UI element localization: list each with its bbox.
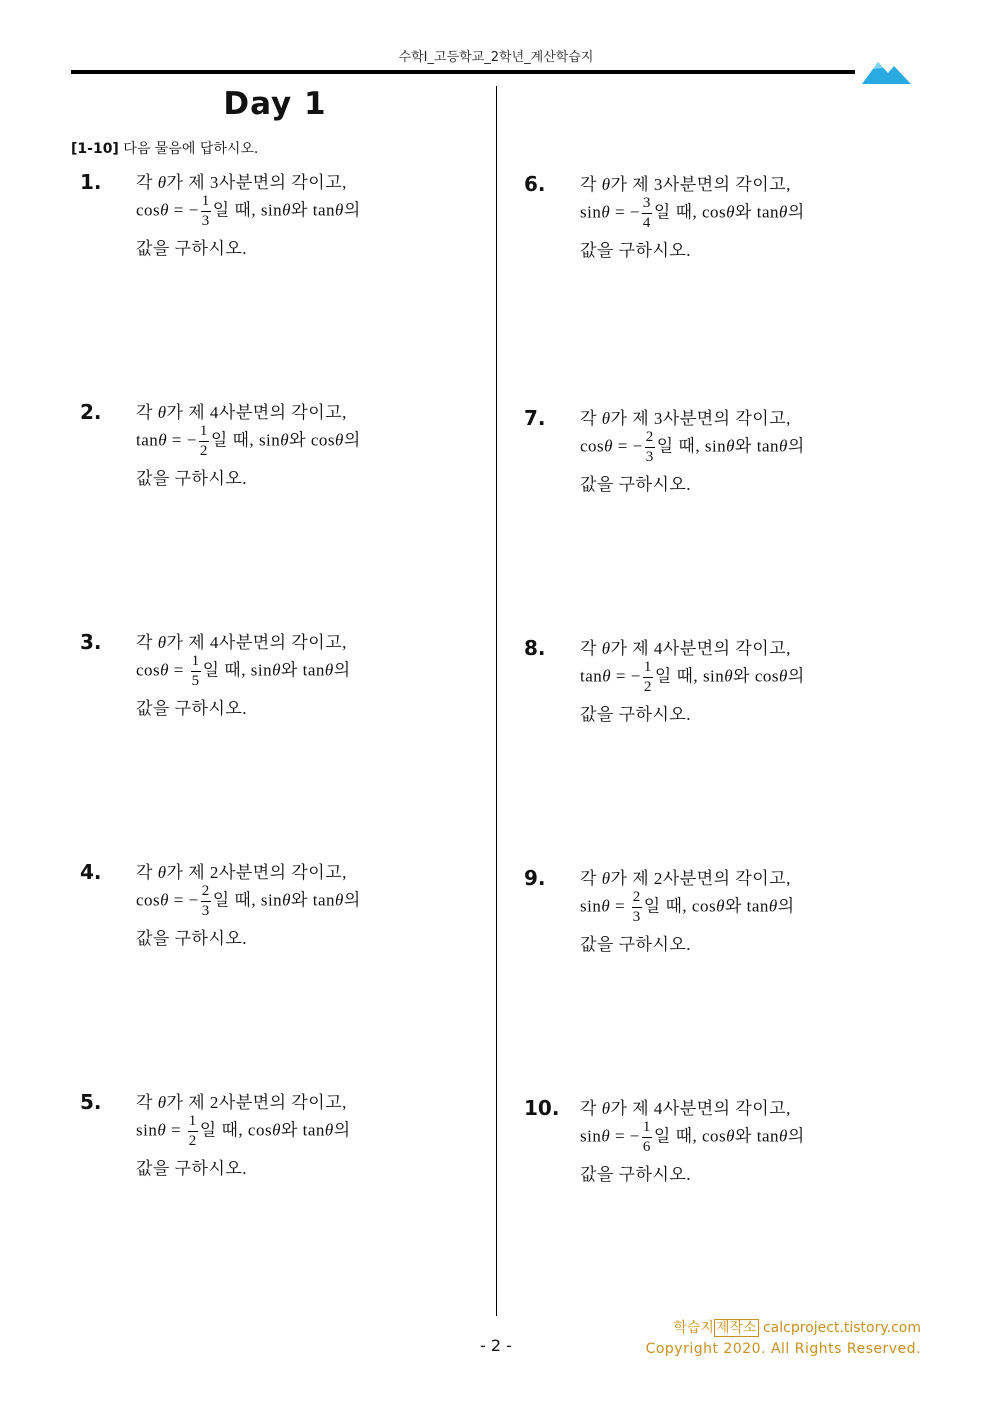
fraction-numerator: 2 xyxy=(201,884,211,902)
footer-brand-prefix: 학습지 xyxy=(673,1320,714,1336)
theta-symbol: θ xyxy=(601,175,611,194)
problem-number: 7. xyxy=(524,406,546,430)
problem-number: 2. xyxy=(80,400,102,424)
fraction-numerator: 1 xyxy=(199,424,209,442)
fraction-numerator: 2 xyxy=(632,890,642,908)
footer-url: calcproject.tistory.com xyxy=(758,1320,921,1336)
problem-question: 값을 구하시오. xyxy=(136,239,248,258)
fraction-denominator: 2 xyxy=(199,443,208,459)
sign: − xyxy=(629,202,640,222)
fraction xyxy=(201,884,211,919)
fraction xyxy=(632,890,642,925)
instruction-range: [1-10] xyxy=(71,141,119,157)
quadrant-number: 4 xyxy=(209,633,219,652)
theta-symbol: θ xyxy=(335,890,344,910)
fraction-numerator: 1 xyxy=(188,1114,198,1132)
fraction-numerator: 2 xyxy=(645,430,655,448)
ask-function-1: sin xyxy=(260,890,283,910)
theta-symbol: θ xyxy=(768,896,778,916)
mountain-logo-icon xyxy=(862,56,912,86)
problem-number: 5. xyxy=(80,1090,102,1114)
fraction xyxy=(191,654,201,689)
theta-symbol: θ xyxy=(160,200,170,220)
fraction xyxy=(188,1114,198,1149)
theta-symbol: θ xyxy=(601,1099,611,1118)
problem-number: 1. xyxy=(80,170,102,194)
theta-symbol: θ xyxy=(726,202,736,222)
problem-number: 8. xyxy=(524,636,546,660)
theta-symbol: θ xyxy=(779,1126,788,1146)
theta-symbol: θ xyxy=(601,896,611,916)
problem-question: 값을 구하시오. xyxy=(136,929,248,948)
ask-function-1: cos xyxy=(691,896,717,916)
problem-question: 값을 구하시오. xyxy=(580,475,692,494)
fraction-denominator: 4 xyxy=(642,215,651,231)
problem-given: cosθ = − $\frac{2}{3}$ 일 때, sinθ와 tanθ의 xyxy=(580,429,805,465)
problem-given: sinθ = − $\frac{3}{4}$ 일 때, cosθ와 tanθ의 xyxy=(580,195,805,231)
fraction xyxy=(642,196,652,231)
theta-symbol: θ xyxy=(779,666,788,686)
problem-question: 값을 구하시오. xyxy=(136,1159,248,1178)
fraction-numerator: 1 xyxy=(643,660,653,678)
given-function: tan xyxy=(580,666,603,686)
sign: − xyxy=(632,436,643,456)
problem-condition: 각 θ가 제 2사분면의 각이고, xyxy=(136,863,347,882)
quadrant-number: 2 xyxy=(209,863,219,882)
sign: − xyxy=(188,890,199,910)
ask-function-2: tan xyxy=(302,660,325,680)
sign: − xyxy=(188,200,199,220)
problem-number: 4. xyxy=(80,860,102,884)
problem-question: 값을 구하시오. xyxy=(136,469,248,488)
theta-symbol: θ xyxy=(604,436,614,456)
fraction xyxy=(645,430,655,465)
theta-symbol: θ xyxy=(601,639,611,658)
problem-number: 10. xyxy=(524,1096,560,1120)
theta-symbol: θ xyxy=(324,660,334,680)
ask-function-1: sin xyxy=(258,430,281,450)
given-function: cos xyxy=(136,200,161,220)
theta-symbol: θ xyxy=(601,409,611,428)
given-function: cos xyxy=(136,660,161,680)
ask-function-2: tan xyxy=(756,1126,779,1146)
theta-symbol: θ xyxy=(324,1120,334,1140)
problem-condition: 각 θ가 제 4사분면의 각이고, xyxy=(136,403,347,422)
ask-function-2: tan xyxy=(302,1120,325,1140)
problem-given: tanθ = − $\frac{1}{2}$ 일 때, sinθ와 cosθ의 xyxy=(580,659,805,695)
theta-symbol: θ xyxy=(601,202,611,222)
fraction xyxy=(643,660,653,695)
problem-number: 9. xyxy=(524,866,546,890)
problem-question: 값을 구하시오. xyxy=(136,699,248,718)
given-function: sin xyxy=(580,896,602,916)
theta-symbol: θ xyxy=(602,666,612,686)
fraction-denominator: 3 xyxy=(201,213,210,229)
problem-condition: 각 θ가 제 4사분면의 각이고, xyxy=(136,633,347,652)
quadrant-number: 4 xyxy=(653,639,663,658)
fraction-numerator: 3 xyxy=(642,196,652,214)
problem-given: cosθ = − $\frac{2}{3}$ 일 때, sinθ와 tanθ의 xyxy=(136,883,361,919)
page-number: - 2 - xyxy=(480,1336,512,1355)
theta-symbol: θ xyxy=(335,200,344,220)
theta-symbol: θ xyxy=(779,436,788,456)
problem-question: 값을 구하시오. xyxy=(580,935,692,954)
fraction-denominator: 3 xyxy=(645,449,654,465)
quadrant-number: 2 xyxy=(653,869,663,888)
theta-symbol: θ xyxy=(157,1093,167,1112)
instruction-text: 다음 물음에 답하시오. xyxy=(118,141,259,157)
problem-condition: 각 θ가 제 3사분면의 각이고, xyxy=(580,175,791,194)
fraction xyxy=(642,1120,652,1155)
ask-function-1: cos xyxy=(702,202,727,222)
theta-symbol: θ xyxy=(157,403,167,422)
header-title: 수학I_고등학교_2학년_계산학습지 xyxy=(398,50,594,65)
problem-condition: 각 θ가 제 4사분면의 각이고, xyxy=(580,1099,791,1118)
column-divider xyxy=(496,86,497,1316)
theta-symbol: θ xyxy=(601,869,611,888)
ask-function-2: cos xyxy=(310,430,335,450)
quadrant-number: 4 xyxy=(653,1099,663,1118)
problem-number: 3. xyxy=(80,630,102,654)
ask-function-1: sin xyxy=(250,660,273,680)
theta-symbol: θ xyxy=(601,1126,611,1146)
theta-symbol: θ xyxy=(160,660,170,680)
fraction-denominator: 6 xyxy=(642,1139,651,1155)
problem-question: 값을 구하시오. xyxy=(580,241,692,260)
quadrant-number: 3 xyxy=(653,175,663,194)
problem-given: sinθ = $\frac{1}{2}$ 일 때, cosθ와 tanθ의 xyxy=(136,1113,351,1149)
sign: − xyxy=(186,430,197,450)
theta-symbol: θ xyxy=(160,890,170,910)
theta-symbol: θ xyxy=(779,202,788,222)
fraction-numerator: 1 xyxy=(191,654,201,672)
problem-condition: 각 θ가 제 2사분면의 각이고, xyxy=(136,1093,347,1112)
theta-symbol: θ xyxy=(272,660,281,680)
problem-given: tanθ = − $\frac{1}{2}$ 일 때, sinθ와 cosθ의 xyxy=(136,423,361,459)
theta-symbol: θ xyxy=(724,666,734,686)
ask-function-1: sin xyxy=(702,666,725,686)
quadrant-number: 3 xyxy=(209,173,219,192)
instruction xyxy=(71,138,258,158)
footer-brand-boxed: 제작소 xyxy=(715,1320,757,1336)
ask-function-2: tan xyxy=(756,436,779,456)
header-rule xyxy=(71,70,855,74)
fraction-numerator: 1 xyxy=(201,194,211,212)
ask-function-2: tan xyxy=(746,896,769,916)
ask-function-1: sin xyxy=(260,200,283,220)
theta-symbol: θ xyxy=(282,890,292,910)
fraction xyxy=(199,424,209,459)
ask-function-2: cos xyxy=(754,666,779,686)
fraction-denominator: 3 xyxy=(632,909,641,925)
ask-function-1: sin xyxy=(704,436,727,456)
problem-condition: 각 θ가 제 3사분면의 각이고, xyxy=(580,409,791,428)
theta-symbol: θ xyxy=(280,430,290,450)
sign: − xyxy=(629,1126,640,1146)
theta-symbol: θ xyxy=(726,436,736,456)
fraction-denominator: 3 xyxy=(201,903,210,919)
ask-function-1: cos xyxy=(247,1120,273,1140)
theta-symbol: θ xyxy=(157,1120,167,1140)
quadrant-number: 3 xyxy=(653,409,663,428)
fraction-denominator: 5 xyxy=(191,673,200,689)
theta-symbol: θ xyxy=(716,896,725,916)
theta-symbol: θ xyxy=(157,633,167,652)
day-title: Day 1 xyxy=(223,86,327,122)
quadrant-number: 2 xyxy=(209,1093,219,1112)
fraction-numerator: 1 xyxy=(642,1120,652,1138)
theta-symbol: θ xyxy=(282,200,292,220)
theta-symbol: θ xyxy=(272,1120,281,1140)
ask-function-1: cos xyxy=(702,1126,727,1146)
quadrant-number: 4 xyxy=(209,403,219,422)
ask-function-2: tan xyxy=(312,200,335,220)
fraction xyxy=(201,194,211,229)
given-function: tan xyxy=(136,430,159,450)
fraction-denominator: 2 xyxy=(188,1133,197,1149)
footer-copyright: Copyright 2020. All Rights Reserved. xyxy=(645,1341,921,1357)
theta-symbol: θ xyxy=(335,430,344,450)
problem-number: 6. xyxy=(524,172,546,196)
theta-symbol: θ xyxy=(158,430,168,450)
problem-condition: 각 θ가 제 2사분면의 각이고, xyxy=(580,869,791,888)
theta-symbol: θ xyxy=(157,863,167,882)
problem-condition: 각 θ가 제 3사분면의 각이고, xyxy=(136,173,347,192)
problem-given: sinθ = $\frac{2}{3}$ 일 때, cosθ와 tanθ의 xyxy=(580,889,795,925)
given-function: sin xyxy=(580,202,602,222)
fraction-denominator: 2 xyxy=(643,679,652,695)
given-function: sin xyxy=(580,1126,602,1146)
theta-symbol: θ xyxy=(726,1126,736,1146)
given-function: cos xyxy=(580,436,605,456)
problem-given: sinθ = − $\frac{1}{6}$ 일 때, cosθ와 tanθ의 xyxy=(580,1119,805,1155)
theta-symbol: θ xyxy=(157,173,167,192)
problem-question: 값을 구하시오. xyxy=(580,1165,692,1184)
ask-function-2: tan xyxy=(312,890,335,910)
given-function: cos xyxy=(136,890,161,910)
sign: − xyxy=(630,666,641,686)
problem-question: 값을 구하시오. xyxy=(580,705,692,724)
problem-given: cosθ = $\frac{1}{5}$ 일 때, sinθ와 tanθ의 xyxy=(136,653,351,689)
given-function: sin xyxy=(136,1120,158,1140)
ask-function-2: tan xyxy=(756,202,779,222)
footer-brand xyxy=(673,1317,921,1337)
problem-given: cosθ = − $\frac{1}{3}$ 일 때, sinθ와 tanθ의 xyxy=(136,193,361,229)
problem-condition: 각 θ가 제 4사분면의 각이고, xyxy=(580,639,791,658)
